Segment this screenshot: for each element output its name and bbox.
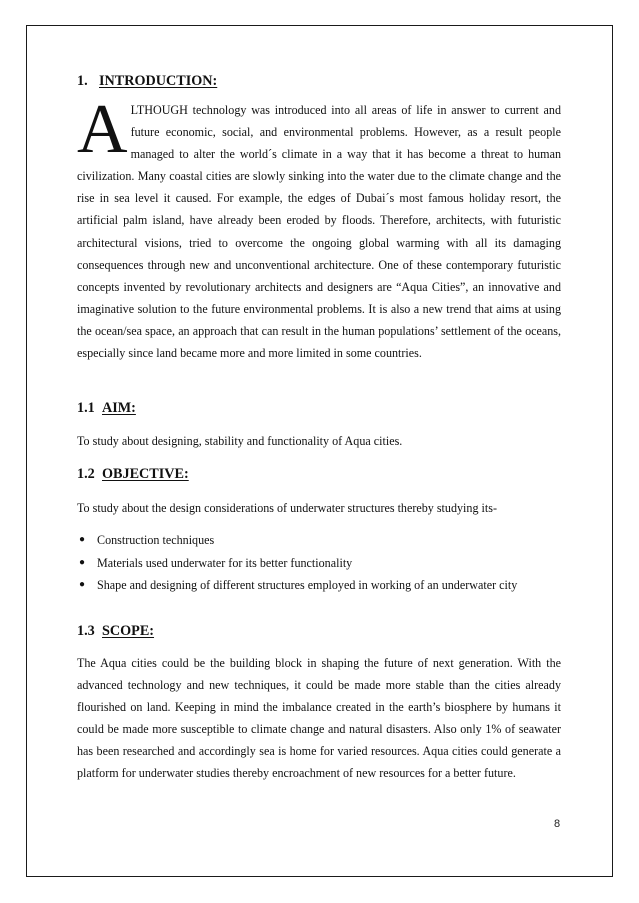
- introduction-heading: [77, 73, 217, 90]
- page-number: 8: [554, 818, 561, 830]
- objective-bullet-item: [77, 529, 561, 552]
- aim-number: 1.1: [77, 400, 95, 416]
- objective-bullet-text: Shape and designing of different structures employed in working of an underwater city: [97, 578, 518, 592]
- objective-bullet-text: Materials used underwater for its better functionality: [97, 555, 353, 570]
- objective-heading: [77, 466, 189, 483]
- bullet-icon: ●: [79, 534, 86, 545]
- scope-heading: [77, 623, 154, 640]
- introduction-text: LTHOUGH technology was introduced into all areas of life in answer to current and future economic, social, and environmental problems. However, as a result people managed to alter the world´s climate in a way that it has become a threat to human civilization. Many coastal cities are slowly sinking into the water due to the climate change and the rise in sea level it caused. For example, the edges of Dubai´s most famous holiday resort, the artificial palm island, have already been eroded by floods. Therefore, architects, with futuristic architectural visions, tried to overcome the ongoing global warming with all its damaging consequences through new and unconventional architecture. One of these contemporary futuristic concepts invented by revolutionary architects and designers are “Aqua Cities”, an innovative and imaginative solution to the future environmental problems. It is also a new trend that aims at using the ocean/sea space, an approach that can result in the human populations’ settlement of the oceans, especially since land became more and more limited in some countries.: [77, 103, 561, 361]
- objective-number: 1.2: [77, 466, 95, 482]
- scope-text: The Aqua cities could be the building block in shaping the future of next generation. With the advanced technology and new techniques, it could be made more stable than the cities already flourished on land. Keeping in mind the imbalance created in the earth’s biosphere by humans it could be made more susceptible to climate change and natural disasters. Also only 1% of seawater has been researched and accordingly sea is home for varied resources. Aqua cities could generate a platform for underwater studies thereby encroachment of new resources for a better future.: [77, 656, 561, 781]
- aim-heading: [77, 400, 136, 417]
- introduction-paragraph: [77, 91, 561, 364]
- introduction-number: 1.: [77, 73, 88, 89]
- objective-bullet-list: [77, 529, 561, 597]
- introduction-title: INTRODUCTION:: [99, 73, 218, 89]
- objective-bullet-item: [77, 574, 561, 597]
- scope-title: SCOPE:: [102, 623, 155, 639]
- aim-title: AIM:: [102, 400, 136, 416]
- aim-text: To study about designing, stability and functionality of Aqua cities.: [77, 434, 403, 448]
- objective-bullet-text: Construction techniques: [97, 533, 215, 547]
- objective-text: To study about the design considerations of underwater structures thereby studying its-: [77, 501, 497, 515]
- objective-bullet-item: [77, 552, 561, 575]
- bullet-icon: ●: [79, 579, 86, 590]
- introduction-dropcap: A: [77, 91, 128, 168]
- scope-number: 1.3: [77, 623, 95, 639]
- objective-title: OBJECTIVE:: [102, 466, 189, 482]
- bullet-icon: ●: [79, 556, 86, 568]
